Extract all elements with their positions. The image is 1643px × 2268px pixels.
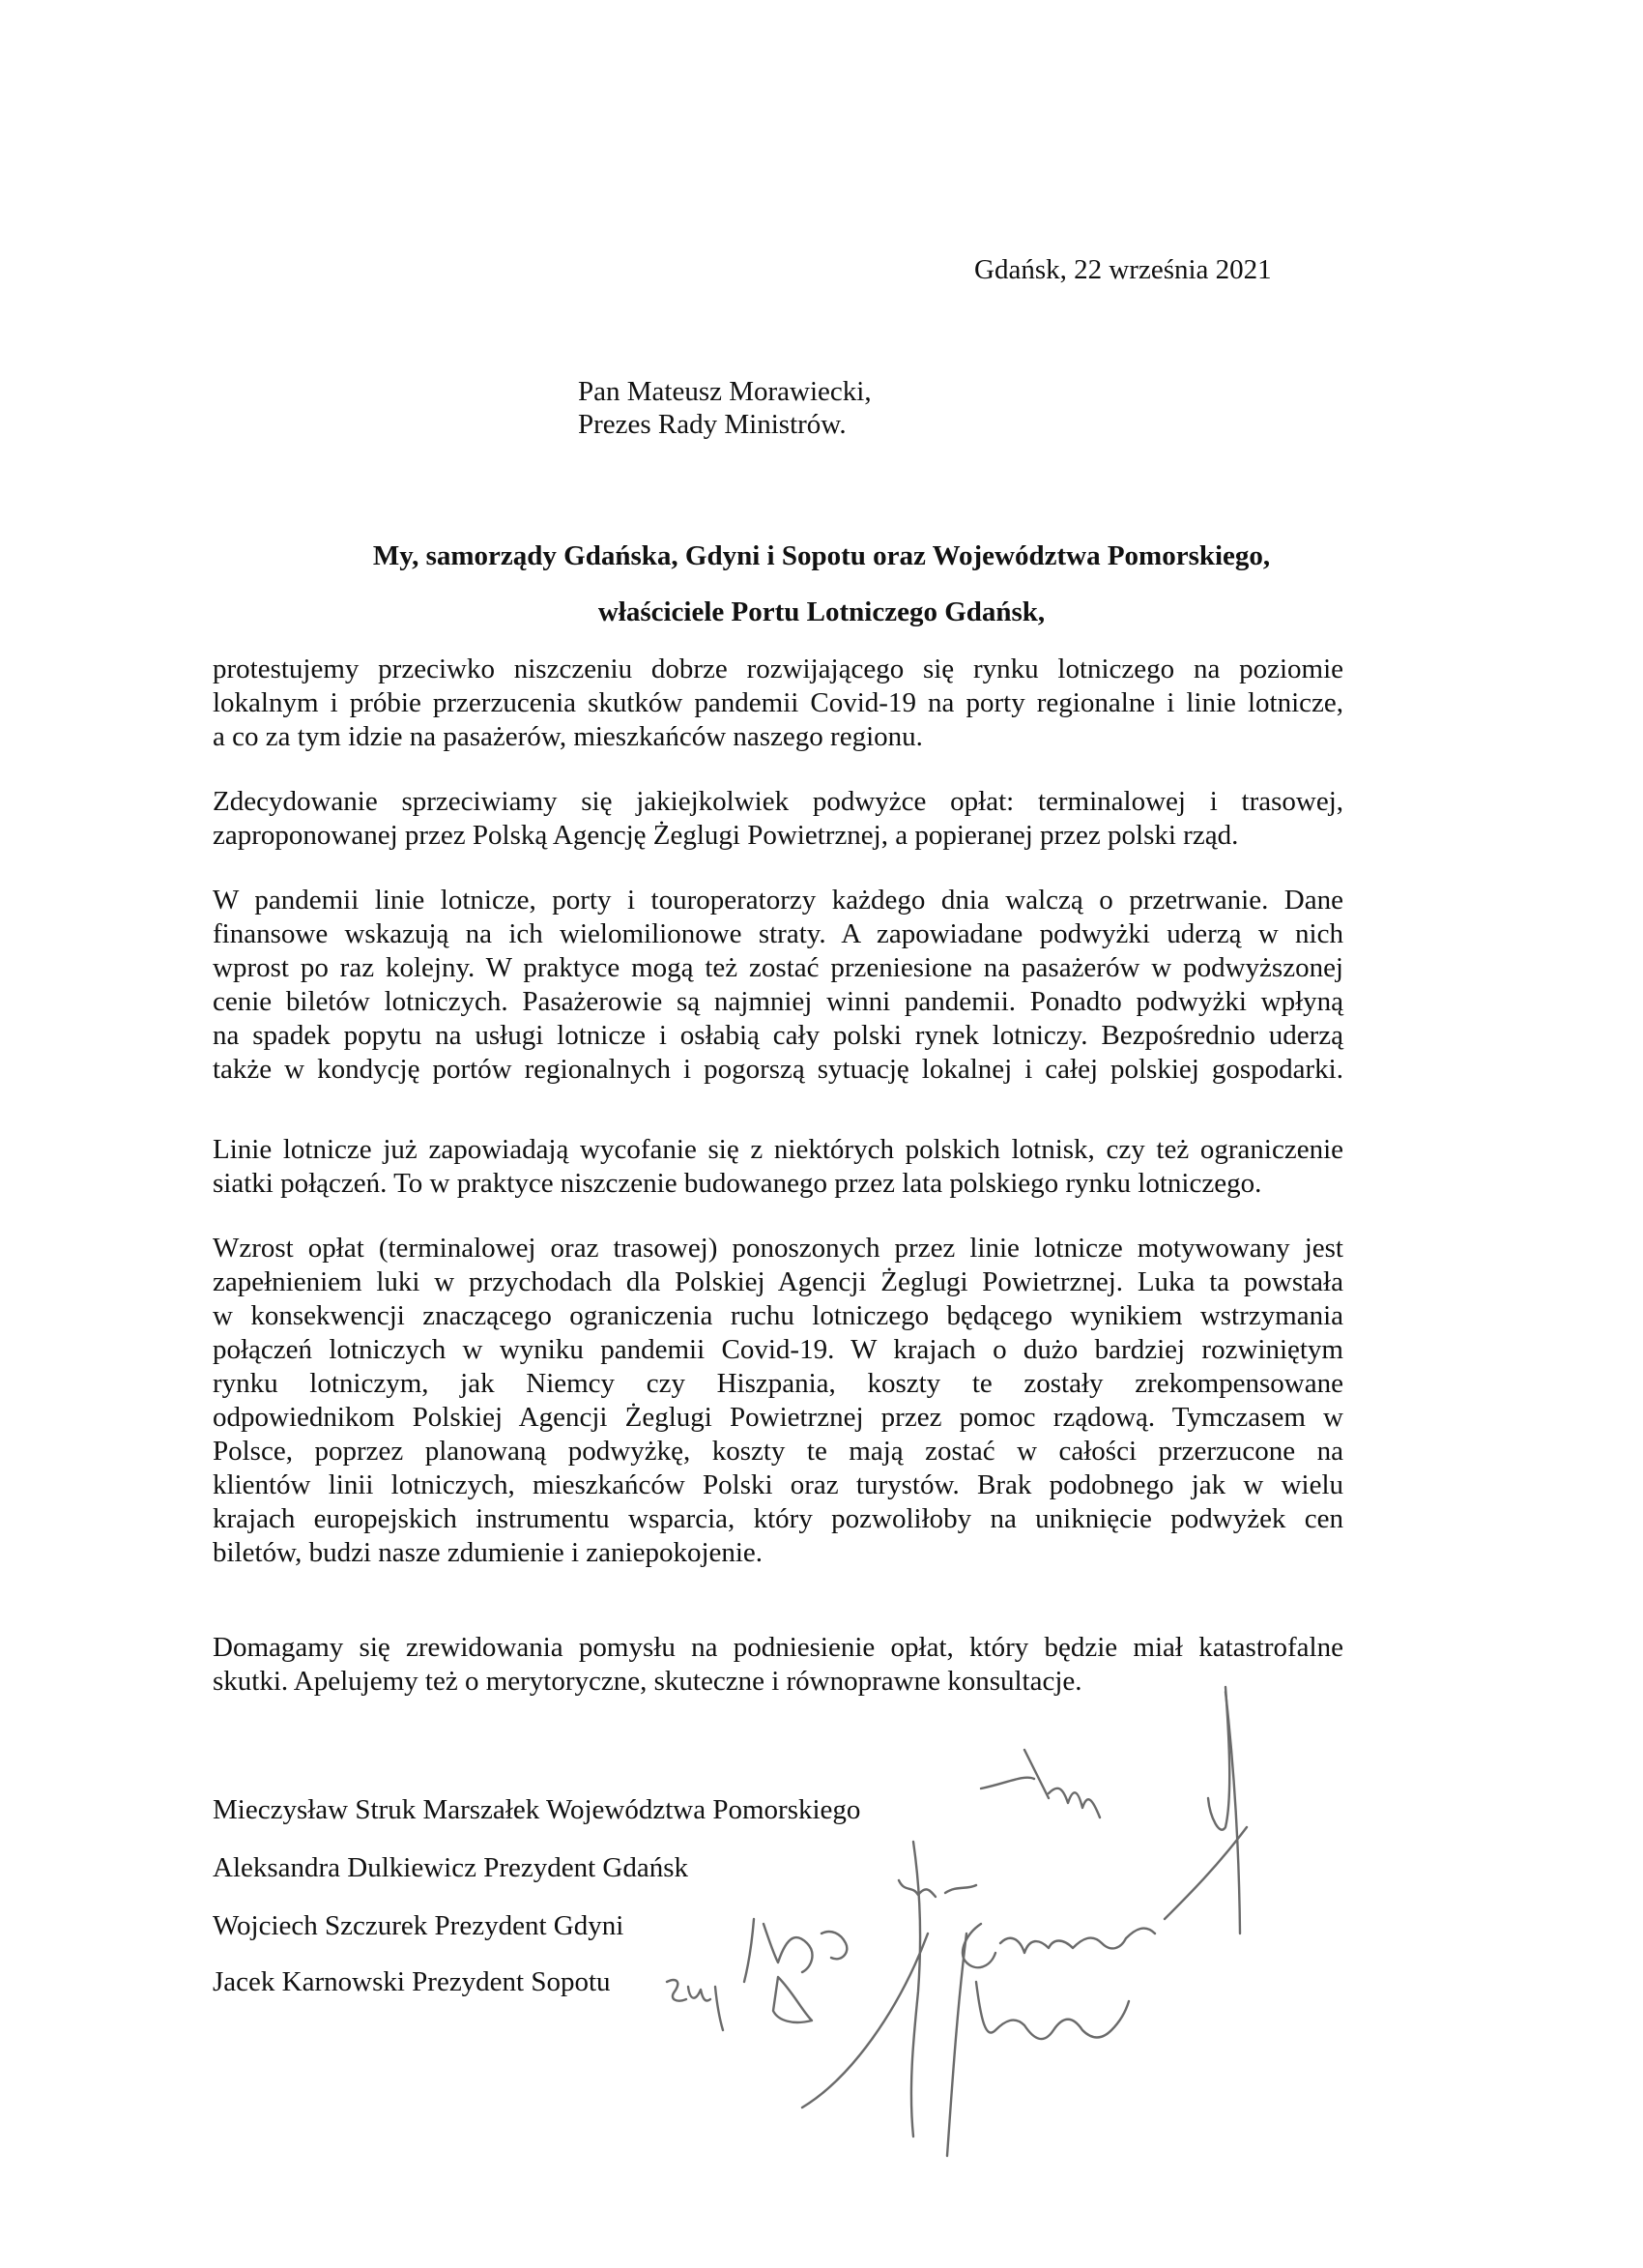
paragraph-3-line-1: W pandemii linie lotnicze, porty i touroperatorzy każdego dnia walczą o przetrwanie. Dane [213,885,1343,916]
paragraph-5-line-10: biletów, budzi nasze zdumienie i zaniepokojenie. [213,1537,764,1568]
paragraph-5-line-8: klientów linii lotniczych, mieszkańców Polski oraz turystów. Brak podobnego jak w wielu [213,1469,1343,1500]
recipient-name: Pan Mateusz Morawiecki, [578,376,872,407]
paragraph-3-line-3: wprost po raz kolejny. W praktyce mogą też zostać przeniesione na pasażerów w podwyższonej [213,952,1343,983]
signatory-4: Jacek Karnowski Prezydent Sopotu [213,1966,611,1997]
place-date: Gdańsk, 22 września 2021 [974,254,1272,285]
signatory-3: Wojciech Szczurek Prezydent Gdyni [213,1910,624,1941]
paragraph-5-line-5: rynku lotniczym, jak Niemcy czy Hiszpania, koszty te zostały zrekompensowane [213,1368,1343,1399]
signatory-1: Mieczysław Struk Marszałek Województwa Pomorskiego [213,1794,861,1825]
paragraph-4-line-1: Linie lotnicze już zapowiadają wycofanie się z niektórych polskich lotnisk, czy też ograniczenie [213,1134,1343,1165]
paragraph-5-line-1: Wzrost opłat (terminalowej oraz trasowej) ponoszonych przez linie lotnicze motywowany jest [213,1233,1343,1264]
paragraph-6-line-2: skutki. Apelujemy też o merytoryczne, skuteczne i równoprawne konsultacje. [213,1666,1082,1697]
paragraph-2-line-2: zaproponowanej przez Polską Agencję Żeglugi Powietrznej, a popieranej przez polski rząd. [213,820,1239,851]
paragraph-1-line-3: a co za tym idzie na pasażerów, mieszkańców naszego regionu. [213,721,923,752]
paragraph-5-line-9: krajach europejskich instrumentu wsparcia, który pozwoliłoby na uniknięcie podwyżek cen [213,1503,1343,1534]
paragraph-1-line-2: lokalnym i próbie przerzucenia skutków pandemii Covid-19 na porty regionalne i linie lotnicze, [213,687,1343,718]
paragraph-2-line-1: Zdecydowanie sprzeciwiamy się jakiejkolwiek podwyżce opłat: terminalowej i trasowej, [213,786,1343,817]
recipient-title: Prezes Rady Ministrów. [578,409,847,440]
paragraph-5-line-3: w konsekwencji znaczącego ograniczenia ruchu lotniczego będącego wynikiem wstrzymania [213,1300,1343,1331]
heading-line-2: właściciele Portu Lotniczego Gdańsk, [597,596,1046,627]
paragraph-6-line-1: Domagamy się zrewidowania pomysłu na podniesienie opłat, który będzie miał katastrofalne [213,1632,1343,1663]
paragraph-4-line-2: siatki połączeń. To w praktyce niszczenie budowanego przez lata polskiego rynku lotniczego. [213,1168,1262,1199]
paragraph-5-line-7: Polsce, poprzez planowaną podwyżkę, koszty te mają zostać w całości przerzucone na [213,1436,1343,1467]
signatory-2: Aleksandra Dulkiewicz Prezydent Gdańsk [213,1852,689,1883]
paragraph-5-line-6: odpowiednikom Polskiej Agencji Żeglugi Powietrznej przez pomoc rządową. Tymczasem w [213,1402,1343,1433]
paragraph-3-line-6: także w kondycję portów regionalnych i pogorszą sytuację lokalnej i całej polskiej gospodarki. [213,1054,1343,1085]
paragraph-3-line-4: cenie biletów lotniczych. Pasażerowie są najmniej winni pandemii. Ponadto podwyżki wpłyną [213,986,1343,1017]
heading-line-1: My, samorządy Gdańska, Gdyni i Sopotu oraz Województwa Pomorskiego, [372,540,1271,571]
paragraph-3-line-2: finansowe wskazują na ich wielomilionowe straty. A zapowiadane podwyżki uderzą w nich [213,918,1343,949]
paragraph-5-line-4: połączeń lotniczych w wyniku pandemii Covid-19. W krajach o dużo bardziej rozwiniętym [213,1334,1343,1365]
paragraph-1-line-1: protestujemy przeciwko niszczeniu dobrze rozwijającego się rynku lotniczego na poziomie [213,654,1343,684]
paragraph-5-line-2: zapełnieniem luki w przychodach dla Polskiej Agencji Żeglugi Powietrznej. Luka ta powstała [213,1266,1343,1297]
paragraph-3-line-5: na spadek popytu na usługi lotnicze i osłabią cały polski rynek lotniczy. Bezpośrednio uderzą [213,1020,1343,1051]
